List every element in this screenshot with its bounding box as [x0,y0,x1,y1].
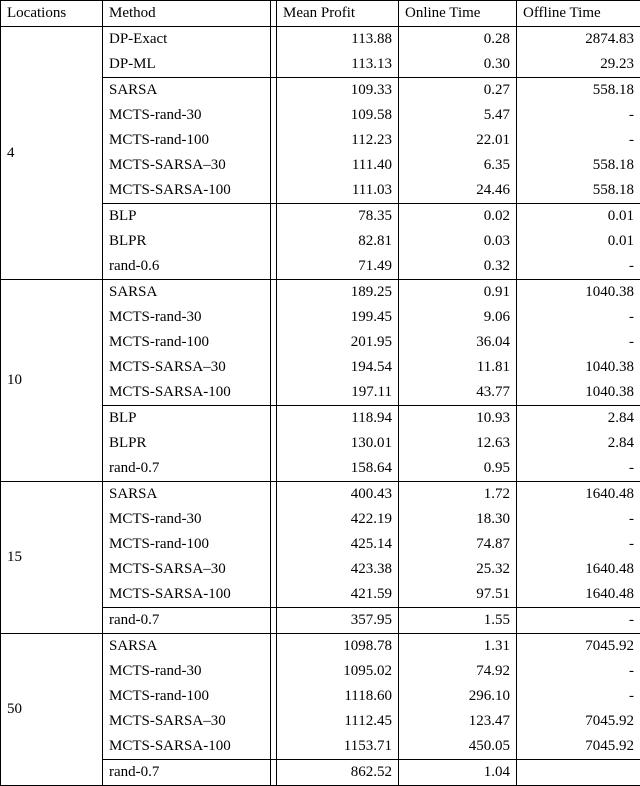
method-cell: SARSA [103,280,271,306]
mean-profit-cell: 78.35 [277,204,399,230]
table-row [1,27,640,53]
online-time-cell: 97.51 [399,582,517,608]
method-cell: BLP [103,204,271,230]
online-time-cell: 25.32 [399,557,517,582]
method-cell: rand-0.7 [103,608,271,634]
mean-profit-cell: 197.11 [277,380,399,406]
column-header-locations: Locations [1,1,103,27]
mean-profit-cell: 199.45 [277,305,399,330]
offline-time-cell: - [517,507,640,532]
online-time-cell: 36.04 [399,330,517,355]
locations-cell: 10 [1,280,103,482]
mean-profit-cell: 862.52 [277,760,399,786]
method-cell: MCTS-rand-100 [103,330,271,355]
offline-time-cell: - [517,330,640,355]
offline-time-cell: 1040.38 [517,380,640,406]
mean-profit-cell: 1095.02 [277,659,399,684]
method-cell: SARSA [103,482,271,508]
online-time-cell: 9.06 [399,305,517,330]
table-body [1,27,640,786]
online-time-cell: 1.31 [399,634,517,660]
offline-time-cell: - [517,456,640,482]
mean-profit-cell: 1112.45 [277,709,399,734]
online-time-cell: 0.32 [399,254,517,280]
mean-profit-cell: 82.81 [277,229,399,254]
online-time-cell: 10.93 [399,406,517,432]
offline-time-cell: 7045.92 [517,709,640,734]
column-header-mean-profit: Mean Profit [277,1,399,27]
table-header [1,1,640,27]
online-time-cell: 1.72 [399,482,517,508]
offline-time-cell: 1640.48 [517,582,640,608]
online-time-cell: 5.47 [399,103,517,128]
offline-time-cell: - [517,103,640,128]
offline-time-cell: 0.01 [517,229,640,254]
offline-time-cell: 29.23 [517,52,640,78]
mean-profit-cell: 109.58 [277,103,399,128]
offline-time-cell: 2874.83 [517,27,640,53]
online-time-cell: 0.91 [399,280,517,306]
mean-profit-cell: 118.94 [277,406,399,432]
method-cell: MCTS-rand-30 [103,305,271,330]
method-cell: MCTS-SARSA–30 [103,355,271,380]
offline-time-cell: 558.18 [517,78,640,104]
online-time-cell: 0.95 [399,456,517,482]
header-row [1,1,640,27]
online-time-cell: 74.92 [399,659,517,684]
online-time-cell: 1.04 [399,760,517,786]
online-time-cell: 18.30 [399,507,517,532]
mean-profit-cell: 71.49 [277,254,399,280]
offline-time-cell: 558.18 [517,153,640,178]
offline-time-cell: 2.84 [517,431,640,456]
method-cell: rand-0.7 [103,760,271,786]
mean-profit-cell: 113.88 [277,27,399,53]
online-time-cell: 43.77 [399,380,517,406]
mean-profit-cell: 1153.71 [277,734,399,760]
mean-profit-cell: 111.40 [277,153,399,178]
mean-profit-cell: 423.38 [277,557,399,582]
mean-profit-cell: 201.95 [277,330,399,355]
locations-cell: 4 [1,27,103,280]
mean-profit-cell: 357.95 [277,608,399,634]
online-time-cell: 0.28 [399,27,517,53]
locations-cell: 15 [1,482,103,634]
mean-profit-cell: 1098.78 [277,634,399,660]
table-row [1,280,640,306]
offline-time-cell: - [517,128,640,153]
column-header-offline-time: Offline Time [517,1,640,27]
offline-time-cell: - [517,684,640,709]
offline-time-cell: - [517,532,640,557]
online-time-cell: 0.27 [399,78,517,104]
offline-time-cell: 1640.48 [517,482,640,508]
offline-time-cell [517,760,640,786]
mean-profit-cell: 400.43 [277,482,399,508]
mean-profit-cell: 113.13 [277,52,399,78]
method-cell: BLPR [103,431,271,456]
online-time-cell: 1.55 [399,608,517,634]
method-cell: MCTS-rand-100 [103,128,271,153]
mean-profit-cell: 422.19 [277,507,399,532]
online-time-cell: 12.63 [399,431,517,456]
method-cell: BLPR [103,229,271,254]
method-cell: MCTS-rand-30 [103,659,271,684]
method-cell: MCTS-SARSA-100 [103,734,271,760]
method-cell: SARSA [103,634,271,660]
offline-time-cell: - [517,254,640,280]
online-time-cell: 6.35 [399,153,517,178]
method-cell: MCTS-rand-30 [103,507,271,532]
table-row [1,482,640,508]
online-time-cell: 22.01 [399,128,517,153]
method-cell: MCTS-SARSA-100 [103,582,271,608]
mean-profit-cell: 421.59 [277,582,399,608]
mean-profit-cell: 111.03 [277,178,399,204]
online-time-cell: 0.02 [399,204,517,230]
method-cell: MCTS-SARSA-100 [103,380,271,406]
method-cell: MCTS-rand-100 [103,684,271,709]
online-time-cell: 450.05 [399,734,517,760]
offline-time-cell: 7045.92 [517,734,640,760]
method-cell: MCTS-rand-100 [103,532,271,557]
column-header-online-time: Online Time [399,1,517,27]
column-header-method: Method [103,1,271,27]
method-cell: MCTS-SARSA–30 [103,153,271,178]
offline-time-cell: 1640.48 [517,557,640,582]
online-time-cell: 11.81 [399,355,517,380]
mean-profit-cell: 194.54 [277,355,399,380]
method-cell: DP-ML [103,52,271,78]
method-cell: MCTS-SARSA–30 [103,709,271,734]
mean-profit-cell: 425.14 [277,532,399,557]
online-time-cell: 123.47 [399,709,517,734]
online-time-cell: 0.03 [399,229,517,254]
method-cell: BLP [103,406,271,432]
offline-time-cell: - [517,305,640,330]
mean-profit-cell: 158.64 [277,456,399,482]
offline-time-cell: 1040.38 [517,355,640,380]
mean-profit-cell: 1118.60 [277,684,399,709]
method-cell: DP-Exact [103,27,271,53]
mean-profit-cell: 130.01 [277,431,399,456]
offline-time-cell: 558.18 [517,178,640,204]
locations-cell: 50 [1,634,103,786]
method-cell: MCTS-SARSA–30 [103,557,271,582]
offline-time-cell: 2.84 [517,406,640,432]
method-cell: rand-0.7 [103,456,271,482]
method-cell: MCTS-SARSA-100 [103,178,271,204]
method-cell: SARSA [103,78,271,104]
table-row [1,634,640,660]
online-time-cell: 74.87 [399,532,517,557]
online-time-cell: 296.10 [399,684,517,709]
mean-profit-cell: 109.33 [277,78,399,104]
offline-time-cell: 1040.38 [517,280,640,306]
method-cell: rand-0.6 [103,254,271,280]
online-time-cell: 0.30 [399,52,517,78]
offline-time-cell: 7045.92 [517,634,640,660]
mean-profit-cell: 112.23 [277,128,399,153]
offline-time-cell: - [517,659,640,684]
method-cell: MCTS-rand-30 [103,103,271,128]
mean-profit-cell: 189.25 [277,280,399,306]
offline-time-cell: 0.01 [517,204,640,230]
offline-time-cell: - [517,608,640,634]
online-time-cell: 24.46 [399,178,517,204]
